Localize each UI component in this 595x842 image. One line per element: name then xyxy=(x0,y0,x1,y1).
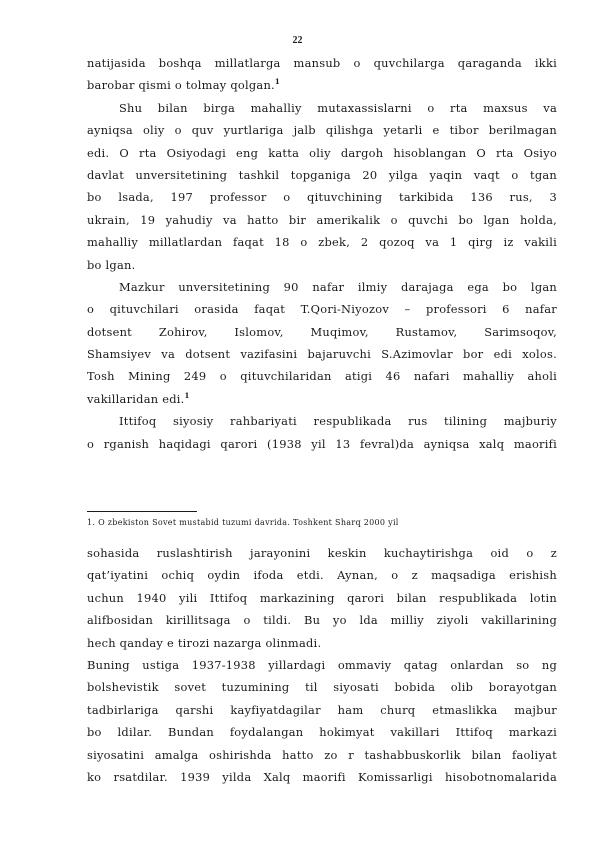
text-line: ko rsatdilar. 1939 yilda Xalq maorifi Komissarligi hisobotnomalarida xyxy=(87,769,557,784)
text-line: Shamsiyev va dotsent vazifasini bajaruvchi S.Azimovlar bor edi xolos. xyxy=(87,347,557,362)
text-line: bo lgan. xyxy=(87,257,136,272)
text-line: Buning ustiga 1937-1938 yillardagi ommaviy qatag onlardan so ng xyxy=(87,657,557,672)
text-line: dotsent Zohirov, Islomov, Muqimov, Rustamov, Sarimsoqov, xyxy=(87,324,557,339)
text-line: qat’iyatini ochiq oydin ifoda etdi. Aynan, o z maqsadiga erishish xyxy=(87,568,557,583)
text-line: Mazkur unversitetining 90 nafar ilmiy darajaga ega bo lgan xyxy=(119,279,557,294)
main-text-bottom xyxy=(87,542,557,788)
text-line: ayniqsa oliy o quv yurtlariga jalb qilishga yetarli e tibor berilmagan xyxy=(87,123,557,138)
text-line: ukrain, 19 yahudiy va hatto bir amerikalik o quvchi bo lgan holda, xyxy=(87,212,557,227)
text-line: Ittifoq siyosiy rahbariyati respublikada rus tilining majburiy xyxy=(119,414,557,429)
text-line: bolshevistik sovet tuzumining til siyosati bobida olib borayotgan xyxy=(87,680,557,695)
text-line: mahalliy millatlardan faqat 18 o zbek, 2 qozoq va 1 qirg iz vakili xyxy=(87,235,557,250)
text-line: Tosh Mining 249 o qituvchilaridan atigi 46 nafari mahalliy aholi xyxy=(87,369,557,384)
text-line: o rganish haqidagi qarori (1938 yil 13 fevral)da ayniqsa xalq maorifi xyxy=(87,436,557,451)
footnote-ref: 1 xyxy=(184,391,190,401)
text-line: edi. O rta Osiyodagi eng katta oliy dargoh hisoblangan O rta Osiyo xyxy=(87,145,557,160)
text-line: tadbirlariga qarshi kayfiyatdagilar ham churq etmaslikka majbur xyxy=(87,702,557,717)
page-number: 22 xyxy=(292,35,303,46)
text-line: davlat unversitetining tashkil topganiga 20 yilga yaqin vaqt o tgan xyxy=(87,167,557,182)
footnote: 1. O zbekiston Sovet mustabid tuzumi davrida. Toshkent Sharq 2000 yil xyxy=(87,518,399,527)
text-line: uchun 1940 yili Ittifoq markazining qarori bilan respublikada lotin xyxy=(87,590,557,605)
text-line: siyosatini amalga oshirishda hatto zo r tashabbuskorlik bilan faoliyat xyxy=(87,747,557,762)
text-line: hech qanday e tirozi nazarga olinmadi. xyxy=(87,635,322,650)
footnote-separator xyxy=(87,511,197,512)
footnote-ref: 1 xyxy=(274,77,281,87)
text-line: vakillaridan edi.$^1$ xyxy=(87,391,190,406)
text-line: sohasida ruslashtirish jarayonini keskin kuchaytirishga oid o z xyxy=(87,546,557,560)
text-line: natijasida boshqa millatlarga mansub o quvchilarga qaraganda ikki xyxy=(87,56,557,70)
text-line: Shu bilan birga mahalliy mutaxassislarni o rta maxsus va xyxy=(119,100,557,115)
text-line: barobar qismi o tolmay qolgan.$^1$ xyxy=(87,77,281,93)
text-line: alifbosidan kirillitsaga o tildi. Bu yo lda milliy ziyoli vakillarining xyxy=(87,613,557,628)
text-line: bo ldilar. Bundan foydalangan hokimyat vakillari Ittifoq markazi xyxy=(87,725,557,740)
text-line: bo lsada, 197 professor o qituvchining tarkibida 136 rus, 3 xyxy=(87,190,557,205)
main-text-top xyxy=(87,52,557,455)
text-line: o qituvchilari orasida faqat T.Qori-Niyozov – professori 6 nafar xyxy=(87,302,557,317)
